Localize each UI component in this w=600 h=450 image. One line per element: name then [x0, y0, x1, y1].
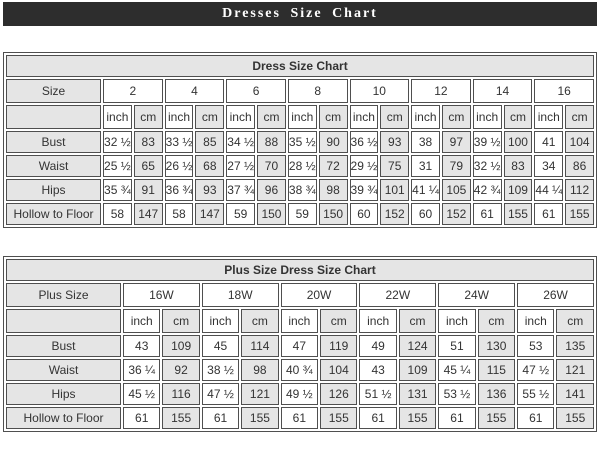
value-cm-cell: 135 — [556, 335, 594, 357]
chart-title: Plus Size Dress Size Chart — [6, 259, 594, 281]
value-cm-cell: 155 — [162, 407, 199, 429]
value-cm-cell: 96 — [257, 179, 286, 201]
value-cm-cell: 83 — [504, 155, 533, 177]
value-inch-cell: 36 ¼ — [123, 359, 160, 381]
size-header-cell: 22W — [359, 283, 436, 307]
value-cm-cell: 109 — [162, 335, 199, 357]
value-inch-cell: 32 ½ — [103, 131, 132, 153]
value-inch-cell: 58 — [165, 203, 194, 225]
value-cm-cell: 100 — [504, 131, 533, 153]
value-inch-cell: 36 ½ — [350, 131, 379, 153]
unit-cm-cell: cm — [162, 309, 199, 333]
value-cm-cell: 141 — [556, 383, 594, 405]
value-cm-cell: 105 — [442, 179, 471, 201]
value-inch-cell: 49 ½ — [281, 383, 318, 405]
value-inch-cell: 37 ¾ — [226, 179, 255, 201]
size-charts-container — [0, 52, 600, 432]
value-inch-cell: 43 — [123, 335, 160, 357]
unit-inch-cell: inch — [123, 309, 160, 333]
value-cm-cell: 75 — [380, 155, 409, 177]
dress-size-chart-table — [3, 52, 597, 228]
size-header-cell: 18W — [202, 283, 279, 307]
page-header-bar — [3, 2, 597, 26]
value-inch-cell: 61 — [438, 407, 475, 429]
value-inch-cell: 47 — [281, 335, 318, 357]
value-inch-cell: 61 — [534, 203, 563, 225]
value-cm-cell: 155 — [556, 407, 594, 429]
value-cm-cell: 155 — [504, 203, 533, 225]
unit-row-spacer-cell — [6, 309, 121, 333]
value-inch-cell: 28 ½ — [288, 155, 317, 177]
value-cm-cell: 152 — [380, 203, 409, 225]
value-cm-cell: 98 — [319, 179, 348, 201]
value-cm-cell: 155 — [399, 407, 436, 429]
value-cm-cell: 83 — [134, 131, 163, 153]
value-inch-cell: 32 ½ — [473, 155, 502, 177]
unit-inch-cell: inch — [473, 105, 502, 129]
size-header-cell: 26W — [517, 283, 594, 307]
value-inch-cell: 58 — [103, 203, 132, 225]
size-header-cell: 6 — [226, 79, 286, 103]
unit-cm-cell: cm — [399, 309, 436, 333]
value-cm-cell: 98 — [241, 359, 278, 381]
value-inch-cell: 38 ¾ — [288, 179, 317, 201]
row-label-cell: Waist — [6, 359, 121, 381]
value-inch-cell: 51 — [438, 335, 475, 357]
unit-cm-cell: cm — [565, 105, 594, 129]
value-inch-cell: 41 ¼ — [411, 179, 440, 201]
page-title: Dresses Size Chart — [222, 6, 378, 21]
value-inch-cell: 61 — [281, 407, 318, 429]
value-cm-cell: 85 — [195, 131, 224, 153]
size-header-cell: 14 — [473, 79, 533, 103]
unit-cm-cell: cm — [478, 309, 515, 333]
value-cm-cell: 131 — [399, 383, 436, 405]
value-inch-cell: 61 — [517, 407, 554, 429]
value-cm-cell: 114 — [241, 335, 278, 357]
row-label-cell: Hollow to Floor — [6, 407, 121, 429]
value-inch-cell: 60 — [411, 203, 440, 225]
unit-cm-cell: cm — [195, 105, 224, 129]
value-inch-cell: 31 — [411, 155, 440, 177]
row-label-cell: Bust — [6, 335, 121, 357]
measurement-row — [6, 335, 594, 357]
value-cm-cell: 68 — [195, 155, 224, 177]
value-cm-cell: 115 — [478, 359, 515, 381]
measurement-row — [6, 407, 594, 429]
value-cm-cell: 155 — [241, 407, 278, 429]
row-label-cell: Bust — [6, 131, 101, 153]
value-cm-cell: 65 — [134, 155, 163, 177]
value-inch-cell: 47 ½ — [202, 383, 239, 405]
value-inch-cell: 35 ½ — [288, 131, 317, 153]
value-cm-cell: 109 — [504, 179, 533, 201]
value-cm-cell: 109 — [399, 359, 436, 381]
size-header-cell: 2 — [103, 79, 163, 103]
measurement-row — [6, 179, 594, 201]
value-inch-cell: 61 — [123, 407, 160, 429]
value-cm-cell: 90 — [319, 131, 348, 153]
value-cm-cell: 116 — [162, 383, 199, 405]
row-label-cell: Hips — [6, 383, 121, 405]
value-cm-cell: 152 — [442, 203, 471, 225]
size-header-cell: 10 — [350, 79, 410, 103]
value-inch-cell: 44 ¼ — [534, 179, 563, 201]
unit-cm-cell: cm — [257, 105, 286, 129]
value-inch-cell: 34 — [534, 155, 563, 177]
value-inch-cell: 38 ½ — [202, 359, 239, 381]
unit-inch-cell: inch — [517, 309, 554, 333]
value-inch-cell: 36 ¾ — [165, 179, 194, 201]
row-label-cell: Hollow to Floor — [6, 203, 101, 225]
size-header-cell: 16 — [534, 79, 594, 103]
value-cm-cell: 93 — [195, 179, 224, 201]
value-cm-cell: 119 — [320, 335, 357, 357]
value-inch-cell: 45 ¼ — [438, 359, 475, 381]
value-cm-cell: 150 — [257, 203, 286, 225]
value-inch-cell: 39 ¾ — [350, 179, 379, 201]
measurement-row — [6, 203, 594, 225]
unit-cm-cell: cm — [241, 309, 278, 333]
value-cm-cell: 155 — [478, 407, 515, 429]
value-cm-cell: 126 — [320, 383, 357, 405]
value-cm-cell: 147 — [195, 203, 224, 225]
value-cm-cell: 101 — [380, 179, 409, 201]
value-inch-cell: 35 ¾ — [103, 179, 132, 201]
value-cm-cell: 121 — [241, 383, 278, 405]
size-header-cell: 12 — [411, 79, 471, 103]
value-inch-cell: 43 — [359, 359, 396, 381]
value-inch-cell: 55 ½ — [517, 383, 554, 405]
value-inch-cell: 53 ½ — [438, 383, 475, 405]
value-inch-cell: 61 — [359, 407, 396, 429]
value-inch-cell: 59 — [226, 203, 255, 225]
unit-inch-cell: inch — [281, 309, 318, 333]
value-inch-cell: 53 — [517, 335, 554, 357]
unit-inch-cell: inch — [103, 105, 132, 129]
unit-cm-cell: cm — [134, 105, 163, 129]
value-cm-cell: 150 — [319, 203, 348, 225]
value-cm-cell: 130 — [478, 335, 515, 357]
value-inch-cell: 41 — [534, 131, 563, 153]
value-inch-cell: 33 ½ — [165, 131, 194, 153]
value-cm-cell: 97 — [442, 131, 471, 153]
measurement-row — [6, 131, 594, 153]
unit-inch-cell: inch — [359, 309, 396, 333]
value-cm-cell: 136 — [478, 383, 515, 405]
value-inch-cell: 39 ½ — [473, 131, 502, 153]
value-cm-cell: 112 — [565, 179, 594, 201]
value-inch-cell: 59 — [288, 203, 317, 225]
unit-inch-cell: inch — [350, 105, 379, 129]
unit-inch-cell: inch — [534, 105, 563, 129]
value-inch-cell: 34 ½ — [226, 131, 255, 153]
value-inch-cell: 47 ½ — [517, 359, 554, 381]
value-cm-cell: 104 — [565, 131, 594, 153]
size-label-cell: Size — [6, 79, 101, 103]
size-header-cell: 20W — [281, 283, 358, 307]
value-inch-cell: 45 — [202, 335, 239, 357]
value-cm-cell: 124 — [399, 335, 436, 357]
measurement-row — [6, 383, 594, 405]
value-inch-cell: 25 ½ — [103, 155, 132, 177]
measurement-row — [6, 359, 594, 381]
value-cm-cell: 121 — [556, 359, 594, 381]
unit-inch-cell: inch — [165, 105, 194, 129]
size-header-cell: 24W — [438, 283, 515, 307]
value-inch-cell: 51 ½ — [359, 383, 396, 405]
value-inch-cell: 27 ½ — [226, 155, 255, 177]
chart-title: Dress Size Chart — [6, 55, 594, 77]
value-cm-cell: 88 — [257, 131, 286, 153]
unit-cm-cell: cm — [442, 105, 471, 129]
size-header-cell: 16W — [123, 283, 200, 307]
row-label-cell: Waist — [6, 155, 101, 177]
value-cm-cell: 93 — [380, 131, 409, 153]
plus-size-chart-table — [3, 256, 597, 432]
value-cm-cell: 91 — [134, 179, 163, 201]
value-cm-cell: 104 — [320, 359, 357, 381]
unit-inch-cell: inch — [202, 309, 239, 333]
unit-inch-cell: inch — [438, 309, 475, 333]
value-inch-cell: 45 ½ — [123, 383, 160, 405]
unit-cm-cell: cm — [380, 105, 409, 129]
row-label-cell: Hips — [6, 179, 101, 201]
value-cm-cell: 72 — [319, 155, 348, 177]
value-inch-cell: 29 ½ — [350, 155, 379, 177]
value-cm-cell: 70 — [257, 155, 286, 177]
unit-inch-cell: inch — [226, 105, 255, 129]
unit-row-spacer-cell — [6, 105, 101, 129]
measurement-row — [6, 155, 594, 177]
size-label-cell: Plus Size — [6, 283, 121, 307]
size-header-cell: 8 — [288, 79, 348, 103]
value-inch-cell: 61 — [473, 203, 502, 225]
unit-inch-cell: inch — [411, 105, 440, 129]
value-inch-cell: 38 — [411, 131, 440, 153]
value-inch-cell: 49 — [359, 335, 396, 357]
unit-cm-cell: cm — [319, 105, 348, 129]
value-inch-cell: 26 ½ — [165, 155, 194, 177]
value-inch-cell: 42 ¾ — [473, 179, 502, 201]
size-header-cell: 4 — [165, 79, 225, 103]
value-cm-cell: 86 — [565, 155, 594, 177]
value-cm-cell: 92 — [162, 359, 199, 381]
value-cm-cell: 155 — [565, 203, 594, 225]
value-cm-cell: 79 — [442, 155, 471, 177]
value-inch-cell: 61 — [202, 407, 239, 429]
unit-inch-cell: inch — [288, 105, 317, 129]
unit-cm-cell: cm — [556, 309, 594, 333]
value-cm-cell: 147 — [134, 203, 163, 225]
value-inch-cell: 60 — [350, 203, 379, 225]
unit-cm-cell: cm — [320, 309, 357, 333]
value-inch-cell: 40 ¾ — [281, 359, 318, 381]
value-cm-cell: 155 — [320, 407, 357, 429]
unit-cm-cell: cm — [504, 105, 533, 129]
